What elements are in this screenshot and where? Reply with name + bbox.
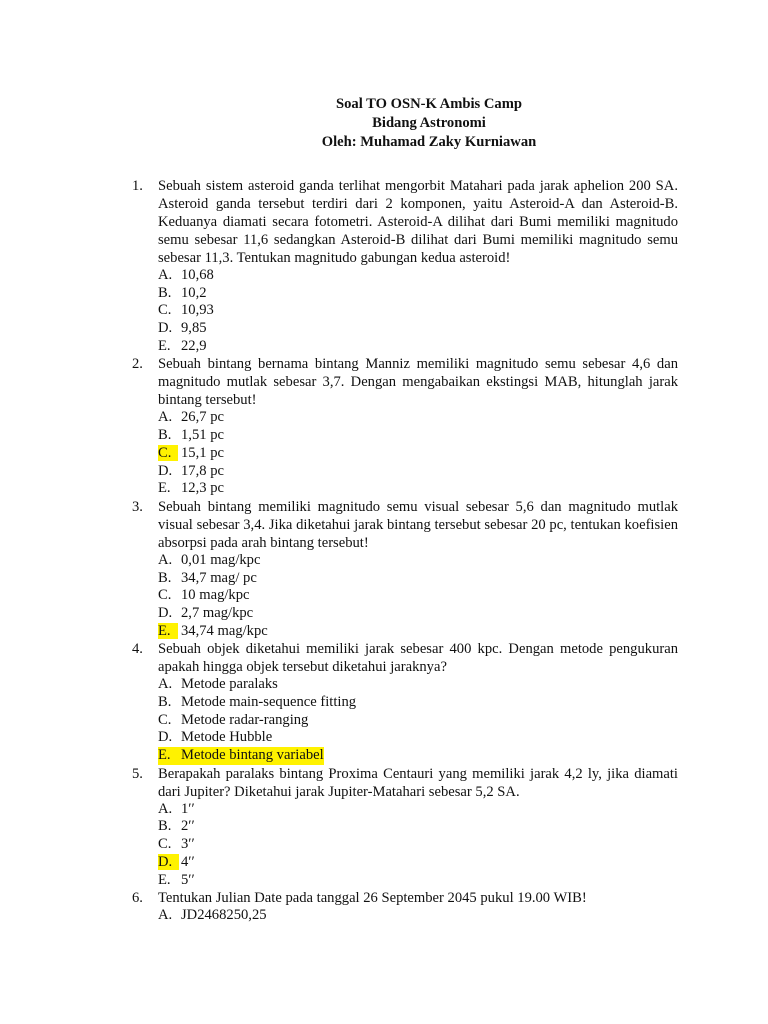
answer-option	[158, 694, 678, 712]
document-title: Soal TO OSN-K Ambis Camp	[336, 96, 522, 112]
answer-option	[158, 623, 678, 641]
option-letter	[158, 907, 181, 925]
document-header	[0, 95, 768, 152]
option-letter	[158, 320, 181, 338]
option-text: 22,9	[181, 337, 207, 354]
option-letter-text: E.	[158, 871, 171, 888]
answer-option	[158, 427, 678, 445]
option-letter-text: D.	[158, 604, 173, 621]
answer-option	[158, 445, 678, 463]
answer-option	[158, 302, 678, 320]
option-text: 5′′	[181, 871, 195, 888]
option-text: 15,1 pc	[181, 444, 224, 461]
option-text: 26,7 pc	[181, 409, 224, 426]
answer-option	[158, 907, 678, 925]
option-letter-text: C.	[158, 836, 172, 853]
option-letter-text: C.	[158, 711, 172, 728]
answer-option	[158, 712, 678, 730]
option-letter	[158, 623, 181, 641]
option-letter-text: B.	[158, 818, 172, 835]
option-letter-text: A.	[158, 907, 173, 924]
option-letter	[158, 712, 181, 730]
answer-option	[158, 854, 678, 872]
option-letter-text: A.	[158, 676, 173, 693]
option-text: 2,7 mag/kpc	[181, 604, 254, 621]
option-letter	[158, 854, 181, 872]
answer-option	[158, 409, 678, 427]
question-text: Sebuah bintang memiliki magnitudo semu visual sebesar 5,6 dan magnitudo mutlak visual sebesar 3,4. Jika diketahui jarak bintang tersebut sebesar 20 pc, tentukan koefisien absorpsi pada arah bintang tersebut!	[158, 498, 678, 551]
option-text: 3′′	[181, 836, 195, 853]
option-letter	[158, 872, 181, 890]
question-list	[132, 177, 678, 925]
option-letter	[158, 605, 181, 623]
question-number: 2.	[132, 356, 143, 373]
answer-option	[158, 320, 678, 338]
option-letter-text: E.	[158, 623, 178, 639]
answer-option	[158, 818, 678, 836]
option-letter-text: D.	[158, 854, 179, 870]
option-letter	[158, 338, 181, 356]
option-letter	[158, 409, 181, 427]
question-number: 1.	[132, 178, 143, 194]
option-text: 10,68	[181, 267, 214, 283]
option-text: 10,2	[181, 284, 207, 301]
option-letter	[158, 818, 181, 836]
question-text: Tentukan Julian Date pada tanggal 26 September 2045 pukul 19.00 WIB!	[158, 890, 587, 907]
question-item	[132, 498, 678, 640]
question-text: Berapakah paralaks bintang Proxima Centauri yang memiliki jarak 4,2 ly, jika diamati dari Jupiter? Diketahui jarak Jupiter-Matahari sebesar 5,2 SA.	[158, 765, 678, 800]
option-text: Metode main-sequence fitting	[181, 694, 357, 710]
question-number: 6.	[132, 890, 143, 907]
option-letter	[158, 570, 181, 588]
option-text: 12,3 pc	[181, 480, 224, 497]
answer-option	[158, 480, 678, 498]
option-letter	[158, 836, 181, 854]
question-text: Sebuah objek diketahui memiliki jarak sebesar 400 kpc. Dengan metode pengukuran apakah hingga objek tersebut diketahui jaraknya?	[158, 641, 678, 676]
answer-option	[158, 267, 678, 285]
option-text: JD2468250,25	[181, 907, 267, 924]
option-text: 4′′	[181, 853, 195, 870]
answer-option	[158, 872, 678, 890]
option-text: 9,85	[181, 320, 207, 337]
answer-option	[158, 747, 678, 765]
answer-option	[158, 587, 678, 605]
option-letter-text: D.	[158, 462, 173, 479]
option-letter	[158, 747, 181, 765]
option-letter-text: D.	[158, 320, 173, 337]
answer-options	[158, 676, 678, 764]
option-letter	[158, 552, 181, 570]
option-letter-text: C.	[158, 587, 172, 604]
option-letter-text: E.	[158, 337, 171, 354]
option-text: 10 mag/kpc	[181, 587, 250, 604]
option-text: 2′′	[181, 818, 195, 835]
question-number: 5.	[132, 765, 143, 782]
option-text: 1,51 pc	[181, 427, 224, 444]
answer-option	[158, 463, 678, 481]
option-letter-text: B.	[158, 569, 172, 586]
answer-options	[158, 552, 678, 640]
option-letter-text: C.	[158, 302, 172, 319]
option-letter-text: B.	[158, 427, 172, 444]
option-letter-text: A.	[158, 800, 173, 817]
option-text: 1′′	[181, 800, 195, 817]
option-letter	[158, 463, 181, 481]
option-text: 34,7 mag/ pc	[181, 569, 257, 586]
question-text: Sebuah bintang bernama bintang Manniz memiliki magnitudo semu sebesar 4,6 dan magnitudo mutlak sebesar 3,7. Dengan mengabaikan ekstingsi MAB, hitunglah jarak bintang tersebut!	[158, 356, 678, 409]
answer-options	[158, 907, 678, 925]
option-letter-text: D.	[158, 729, 173, 746]
answer-options	[158, 409, 678, 497]
answer-option	[158, 552, 678, 570]
answer-option	[158, 836, 678, 854]
answer-option	[158, 338, 678, 356]
option-letter	[158, 694, 181, 712]
option-letter-text: A.	[158, 409, 173, 426]
option-letter	[158, 480, 181, 498]
option-text: 10,93	[181, 302, 214, 319]
answer-options	[158, 267, 678, 355]
question-item	[132, 640, 678, 764]
option-text: Metode bintang variabel	[181, 747, 324, 764]
option-letter-text: B.	[158, 284, 172, 301]
answer-options	[158, 801, 678, 889]
option-letter	[158, 587, 181, 605]
option-letter	[158, 729, 181, 747]
option-letter	[158, 267, 181, 285]
option-text: Metode Hubble	[181, 729, 273, 746]
option-letter-text: A.	[158, 551, 173, 568]
option-letter-text: A.	[158, 267, 173, 283]
answer-option	[158, 605, 678, 623]
option-letter-text: B.	[158, 694, 172, 710]
option-letter-text: C.	[158, 445, 178, 461]
answer-option	[158, 676, 678, 694]
option-letter	[158, 445, 181, 463]
option-letter-text: E.	[158, 480, 171, 497]
option-text: 17,8 pc	[181, 462, 224, 479]
question-item	[132, 355, 678, 497]
document-subject: Bidang Astronomi	[372, 115, 486, 131]
question-item	[132, 177, 678, 355]
answer-option	[158, 570, 678, 588]
option-letter	[158, 676, 181, 694]
question-number: 4.	[132, 641, 143, 658]
question-number: 3.	[132, 498, 143, 515]
document-author: Oleh: Muhamad Zaky Kurniawan	[321, 134, 537, 150]
answer-option	[158, 729, 678, 747]
question-text: Sebuah sistem asteroid ganda terlihat mengorbit Matahari pada jarak aphelion 200 SA. Asteroid ganda tersebut terdiri dari 2 komponen, yaitu Asteroid-A dan Asteroid-B. Keduanya diamati secara fotometri. Asteroid-A dilihat dari Bumi memiliki magnitudo semu sebesar 11,6 sedangkan Asteroid-B dilihat dari Bumi memiliki magnitudo semu sebesar 11,3. Tentukan magnitudo gabungan kedua asteroid!	[158, 178, 678, 266]
answer-option	[158, 285, 678, 303]
answer-option	[158, 801, 678, 819]
option-text: Metode radar-ranging	[181, 711, 309, 728]
option-letter-text: E.	[158, 747, 171, 764]
option-letter	[158, 801, 181, 819]
option-text: Metode paralaks	[181, 676, 278, 693]
option-letter	[158, 285, 181, 303]
option-text: 0,01 mag/kpc	[181, 551, 261, 568]
question-item	[132, 889, 678, 925]
question-item	[132, 765, 678, 889]
option-letter	[158, 302, 181, 320]
option-letter	[158, 427, 181, 445]
option-text: 34,74 mag/kpc	[181, 622, 268, 639]
